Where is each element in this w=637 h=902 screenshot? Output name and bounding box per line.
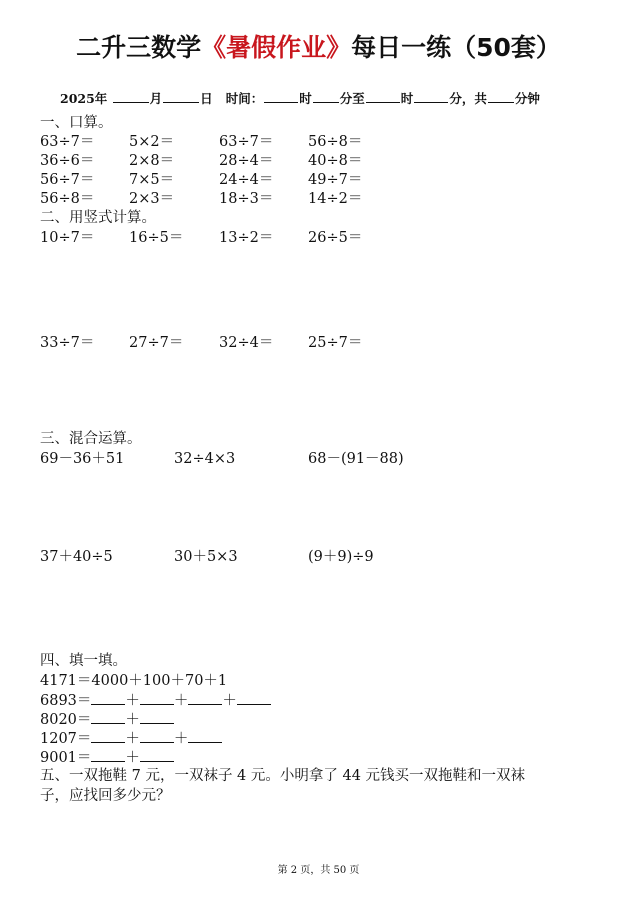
start-hour-blank xyxy=(264,90,298,103)
end-hour-blank xyxy=(366,90,400,103)
vertical-item: 27÷7＝ xyxy=(129,335,184,351)
title-highlight: 《暑假作业》 xyxy=(201,33,352,62)
month-label: 月 xyxy=(149,91,163,106)
fill-blank[interactable] xyxy=(140,728,174,743)
mixed-item: (9＋9)÷9 xyxy=(308,549,374,565)
word-problem-line-1: 五、一双拖鞋 7 元，一双袜子 4 元。小明拿了 44 元钱买一双拖鞋和一双袜 xyxy=(40,768,526,784)
plus-sign: ＋ xyxy=(222,693,237,709)
page-number: 第 2 页，共 50 页 xyxy=(277,865,360,876)
oral-item: 63÷7＝ xyxy=(219,134,274,150)
oral-item: 14÷2＝ xyxy=(308,191,363,207)
title-grade: 二升三数学 xyxy=(76,33,202,62)
oral-item: 36÷6＝ xyxy=(40,153,95,169)
end-minute-blank xyxy=(414,90,448,103)
fill-number: 9001＝ xyxy=(40,750,92,766)
minute-to-label: 分至 xyxy=(339,91,365,106)
fill-blank[interactable] xyxy=(91,690,125,705)
time-label: 时间： xyxy=(225,91,264,106)
mixed-item: 32÷4×3 xyxy=(174,451,236,467)
fill-number: 1207＝ xyxy=(40,731,92,747)
plus-sign: ＋ xyxy=(125,731,140,747)
oral-item: 28÷4＝ xyxy=(219,153,274,169)
fill-blank[interactable] xyxy=(188,728,222,743)
vertical-item: 33÷7＝ xyxy=(40,335,95,351)
oral-item: 63÷7＝ xyxy=(40,134,95,150)
fill-blank[interactable] xyxy=(91,728,125,743)
total-minutes-blank xyxy=(488,90,514,103)
mixed-item: 68－(91－88) xyxy=(308,451,404,467)
total-label: 分，共 xyxy=(449,91,487,106)
fill-blank[interactable] xyxy=(140,747,174,762)
vertical-item: 26÷5＝ xyxy=(308,230,363,246)
fill-row xyxy=(40,709,174,730)
start-minute-blank xyxy=(313,90,339,103)
vertical-item: 16÷5＝ xyxy=(129,230,184,246)
section-vertical-heading: 二、用竖式计算。 xyxy=(40,210,156,226)
fill-blank[interactable] xyxy=(237,690,271,705)
oral-item: 49÷7＝ xyxy=(308,172,363,188)
section-fill-heading: 四、填一填。 xyxy=(40,653,127,669)
fill-number: 6893＝ xyxy=(40,693,92,709)
fill-blank[interactable] xyxy=(140,709,174,724)
oral-item: 56÷7＝ xyxy=(40,172,95,188)
fill-example: 4171＝4000＋100＋70＋1 xyxy=(40,673,228,689)
fill-blank[interactable] xyxy=(91,709,125,724)
day-label: 日 xyxy=(200,91,213,106)
oral-item: 56÷8＝ xyxy=(308,134,363,150)
oral-item: 40÷8＝ xyxy=(308,153,363,169)
oral-item: 24÷4＝ xyxy=(219,172,274,188)
fill-row xyxy=(40,728,222,749)
vertical-item: 13÷2＝ xyxy=(219,230,274,246)
end-hour-label: 时 xyxy=(400,91,414,106)
section-mixed-heading: 三、混合运算。 xyxy=(40,431,142,447)
mixed-item: 69－36＋51 xyxy=(40,451,125,467)
word-problem-line-2: 子，应找回多少元？ xyxy=(40,788,171,804)
plus-sign: ＋ xyxy=(173,731,189,747)
oral-item: 2×8＝ xyxy=(129,153,175,169)
vertical-item: 25÷7＝ xyxy=(308,335,363,351)
fill-number: 8020＝ xyxy=(40,712,92,728)
plus-sign: ＋ xyxy=(173,693,189,709)
mixed-item: 30＋5×3 xyxy=(174,549,238,565)
oral-item: 56÷8＝ xyxy=(40,191,95,207)
oral-item: 7×5＝ xyxy=(129,172,175,188)
year-label: 2025年 xyxy=(60,91,108,106)
fill-row xyxy=(40,690,271,711)
plus-sign: ＋ xyxy=(125,712,140,728)
oral-item: 5×2＝ xyxy=(129,134,175,150)
plus-sign: ＋ xyxy=(125,693,140,709)
fill-row xyxy=(40,747,174,768)
day-blank xyxy=(163,90,199,103)
page-title xyxy=(0,28,637,64)
oral-item: 18÷3＝ xyxy=(219,191,274,207)
vertical-item: 32÷4＝ xyxy=(219,335,274,351)
fill-blank[interactable] xyxy=(188,690,222,705)
vertical-item: 10÷7＝ xyxy=(40,230,95,246)
fill-blank[interactable] xyxy=(140,690,174,705)
oral-item: 2×3＝ xyxy=(129,191,175,207)
start-hour-label: 时 xyxy=(299,91,312,106)
date-time-line xyxy=(60,89,540,107)
mixed-item: 37＋40÷5 xyxy=(40,549,113,565)
month-blank xyxy=(113,90,149,103)
plus-sign: ＋ xyxy=(125,750,140,766)
section-oral-heading: 一、口算。 xyxy=(40,115,113,131)
fill-blank[interactable] xyxy=(91,747,125,762)
minutes-label: 分钟 xyxy=(514,91,540,106)
title-daily: 每日一练（50套） xyxy=(351,33,561,62)
